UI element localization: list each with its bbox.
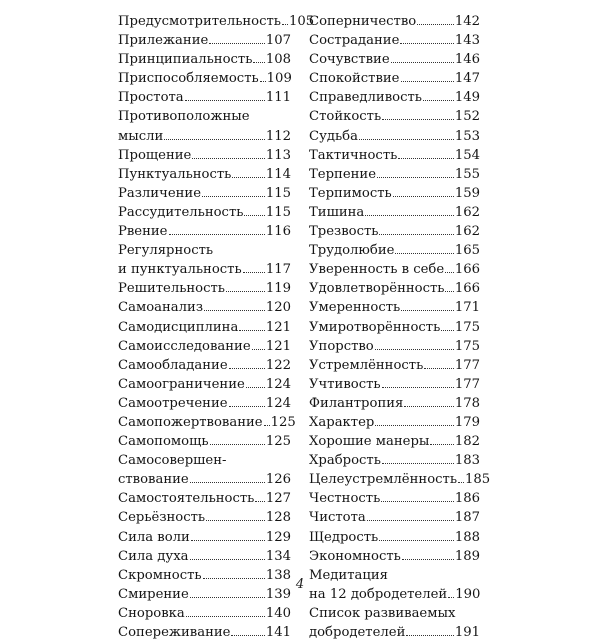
toc-entry-title-first-line: Список развиваемых bbox=[309, 605, 456, 621]
toc-entry-title: Щедрость bbox=[309, 529, 379, 545]
toc-entry-title: Пунктуальность bbox=[118, 166, 232, 182]
dot-leader bbox=[209, 34, 265, 44]
toc-entry-title: Трезвость bbox=[309, 224, 379, 240]
toc-entry bbox=[118, 203, 291, 222]
toc-entry bbox=[118, 337, 291, 356]
toc-entry-page: 109 bbox=[266, 71, 292, 87]
toc-entry-page: 182 bbox=[454, 434, 480, 450]
dot-leader bbox=[253, 53, 264, 63]
toc-entry-title: Терпение bbox=[309, 166, 377, 182]
toc-entry bbox=[118, 604, 291, 623]
toc-entry-title: Самообладание bbox=[118, 357, 228, 373]
toc-entry bbox=[309, 318, 480, 337]
toc-entry-page: 177 bbox=[454, 357, 480, 373]
toc-entry-title: Простота bbox=[118, 90, 184, 106]
toc-entry-title: Спокойствие bbox=[309, 71, 400, 87]
toc-entry-title-first-line: Противоположные bbox=[118, 109, 250, 125]
dot-leader bbox=[260, 72, 266, 82]
dot-leader bbox=[424, 359, 454, 369]
toc-entry bbox=[309, 107, 480, 126]
toc-entry bbox=[118, 451, 291, 489]
toc-entry-page: 112 bbox=[265, 128, 291, 144]
toc-entry-title: Решительность bbox=[118, 281, 225, 297]
dot-leader bbox=[458, 473, 464, 483]
toc-entry bbox=[118, 413, 296, 432]
toc-entry-title: Скромность bbox=[118, 567, 202, 583]
toc-entry-title: Сострадание bbox=[309, 33, 400, 49]
toc-entry bbox=[118, 432, 291, 451]
toc-entry-title: Судьба bbox=[309, 128, 358, 144]
toc-entry-title-first-line: Регулярность bbox=[118, 243, 214, 259]
dot-leader bbox=[379, 531, 454, 541]
toc-entry bbox=[309, 547, 480, 566]
toc-entry bbox=[118, 107, 291, 145]
toc-entry-title: Терпимость bbox=[309, 185, 392, 201]
dot-leader bbox=[445, 263, 454, 273]
toc-entry-title: Тактичность bbox=[309, 147, 398, 163]
toc-entry bbox=[309, 165, 480, 184]
toc-entry-title: Честность bbox=[309, 491, 381, 507]
toc-entry bbox=[118, 241, 291, 279]
toc-entry-title: Умеренность bbox=[309, 300, 401, 316]
toc-entry-title: ствование bbox=[118, 472, 189, 488]
toc-entry-title: на 12 добродетелей bbox=[309, 586, 448, 602]
toc-entry bbox=[309, 146, 480, 165]
toc-entry bbox=[309, 394, 480, 413]
toc-entry-page: 121 bbox=[265, 338, 291, 354]
toc-entry bbox=[309, 413, 480, 432]
toc-entry-title: Учтивость bbox=[309, 376, 381, 392]
dot-leader bbox=[379, 225, 453, 235]
toc-entry-title: Удовлетворённость bbox=[309, 281, 445, 297]
toc-entry-page: 149 bbox=[454, 90, 480, 106]
toc-entry-page: 128 bbox=[265, 510, 291, 526]
toc-entry-title: Принципиальность bbox=[118, 52, 253, 68]
dot-leader bbox=[190, 550, 265, 560]
toc-entry-title: мысли bbox=[118, 128, 164, 144]
toc-entry-title: Трудолюбие bbox=[309, 243, 395, 259]
toc-entry-title: Сноровка bbox=[118, 605, 185, 621]
toc-entry-page: 175 bbox=[454, 319, 480, 335]
toc-entry bbox=[118, 50, 291, 69]
toc-entry bbox=[309, 604, 480, 642]
toc-entry-page: 124 bbox=[265, 376, 291, 392]
toc-entry-title: Уверенность в себе bbox=[309, 262, 445, 278]
toc-entry-title: Хорошие манеры bbox=[309, 434, 430, 450]
toc-entry-title: Тишина bbox=[309, 204, 365, 220]
toc-entry-title: Самопожертвование bbox=[118, 414, 263, 430]
dot-leader bbox=[401, 72, 454, 82]
toc-entry-page: 122 bbox=[265, 357, 291, 373]
dot-leader bbox=[202, 187, 265, 197]
toc-entry-title-first-line: Медитация bbox=[309, 567, 388, 583]
toc-entry-title: Различение bbox=[118, 185, 202, 201]
page-number: 4 bbox=[295, 577, 305, 592]
toc-entry-page: 185 bbox=[465, 472, 491, 488]
toc-entry-page: 115 bbox=[265, 204, 291, 220]
dot-leader bbox=[406, 626, 453, 636]
toc-entry-title: Приспособляемость bbox=[118, 71, 259, 87]
toc-entry bbox=[118, 184, 291, 203]
toc-entry-page: 115 bbox=[265, 185, 291, 201]
toc-entry bbox=[309, 88, 480, 107]
dot-leader bbox=[239, 321, 265, 331]
dot-leader bbox=[404, 397, 453, 407]
toc-entry-page: 126 bbox=[265, 472, 291, 488]
toc-entry-page: 121 bbox=[265, 319, 291, 335]
toc-entry-title: Филантропия bbox=[309, 395, 404, 411]
toc-entry-page: 166 bbox=[454, 281, 480, 297]
dot-leader bbox=[264, 416, 270, 426]
toc-entry-title: Характер bbox=[309, 414, 375, 430]
toc-entry-page: 125 bbox=[265, 434, 291, 450]
toc-entry-title: Стойкость bbox=[309, 109, 382, 125]
dot-leader bbox=[382, 110, 454, 120]
toc-entry-page: 134 bbox=[265, 548, 291, 564]
toc-entry-page: 177 bbox=[454, 376, 480, 392]
toc-entry-page: 166 bbox=[454, 262, 480, 278]
toc-entry-page: 147 bbox=[454, 71, 480, 87]
dot-leader bbox=[246, 378, 265, 388]
toc-entry bbox=[309, 31, 480, 50]
toc-entry-page: 114 bbox=[265, 166, 291, 182]
toc-entry bbox=[118, 69, 291, 88]
dot-leader bbox=[375, 416, 453, 426]
toc-entry-page: 139 bbox=[265, 586, 291, 602]
toc-entry-page: 140 bbox=[265, 605, 291, 621]
toc-entry-title: Самоисследование bbox=[118, 338, 251, 354]
toc-entry bbox=[309, 356, 480, 375]
dot-leader bbox=[204, 301, 265, 311]
toc-entry bbox=[309, 222, 480, 241]
dot-leader bbox=[402, 550, 454, 560]
dot-leader bbox=[430, 435, 453, 445]
toc-entry-title: Сила воли bbox=[118, 529, 190, 545]
toc-entry bbox=[309, 470, 491, 489]
toc-entry-page: 171 bbox=[454, 300, 480, 316]
toc-entry-page: 162 bbox=[454, 224, 480, 240]
toc-entry bbox=[118, 298, 291, 317]
toc-entry-page: 183 bbox=[454, 453, 480, 469]
toc-entry-page: 120 bbox=[265, 300, 291, 316]
toc-entry bbox=[309, 337, 480, 356]
toc-entry-page: 153 bbox=[454, 128, 480, 144]
toc-entry bbox=[118, 12, 315, 31]
dot-leader bbox=[282, 15, 288, 25]
toc-entry bbox=[309, 432, 480, 451]
toc-entry-page: 116 bbox=[265, 224, 291, 240]
toc-entry-page: 154 bbox=[454, 147, 480, 163]
dot-leader bbox=[185, 91, 265, 101]
toc-entry-title: Самодисциплина bbox=[118, 319, 239, 335]
toc-entry-title: Самоанализ bbox=[118, 300, 204, 316]
toc-entry-title: Чистота bbox=[309, 510, 366, 526]
toc-entry-title: Прилежание bbox=[118, 33, 209, 49]
toc-entry-page: 162 bbox=[454, 204, 480, 220]
toc-entry-page: 124 bbox=[265, 395, 291, 411]
toc-entry-title: Прощение bbox=[118, 147, 192, 163]
toc-entry bbox=[118, 318, 291, 337]
toc-entry-title: добродетелей bbox=[309, 625, 406, 640]
dot-leader bbox=[393, 187, 454, 197]
toc-entry-page: 188 bbox=[454, 529, 480, 545]
toc-entry-page: 179 bbox=[454, 414, 480, 430]
dot-leader bbox=[169, 225, 265, 235]
toc-entry-title: и пунктуальность bbox=[118, 262, 242, 278]
toc-entry-page: 187 bbox=[454, 510, 480, 526]
dot-leader bbox=[243, 263, 265, 273]
dot-leader bbox=[367, 511, 454, 521]
toc-entry bbox=[118, 375, 291, 394]
toc-entry bbox=[118, 528, 291, 547]
dot-leader bbox=[400, 34, 453, 44]
dot-leader bbox=[395, 244, 453, 254]
toc-entry-page: 105 bbox=[288, 14, 315, 29]
toc-entry-page: 189 bbox=[454, 548, 480, 564]
toc-entry bbox=[118, 356, 291, 375]
dot-leader bbox=[231, 626, 264, 636]
toc-entry-page: 152 bbox=[454, 109, 480, 125]
toc-entry bbox=[118, 279, 291, 298]
dot-leader bbox=[191, 531, 265, 541]
toc-entry-title: Умиротворённость bbox=[309, 319, 441, 335]
dot-leader bbox=[417, 15, 454, 25]
toc-entry-title: Целеустремлённость bbox=[309, 472, 457, 488]
toc-entry-page: 119 bbox=[265, 281, 291, 297]
dot-leader bbox=[391, 53, 454, 63]
dot-leader bbox=[192, 149, 264, 159]
toc-entry-page: 113 bbox=[265, 147, 291, 163]
toc-entry bbox=[309, 241, 480, 260]
dot-leader bbox=[441, 321, 454, 331]
toc-entry bbox=[309, 184, 480, 203]
toc-entry-title: Самоотречение bbox=[118, 395, 228, 411]
toc-entry-page: 117 bbox=[265, 262, 291, 278]
dot-leader bbox=[365, 206, 454, 216]
toc-column-left bbox=[118, 12, 315, 642]
toc-entry-title: Сочувствие bbox=[309, 52, 390, 68]
dot-leader bbox=[164, 130, 265, 140]
toc-entry-title: Самоограничение bbox=[118, 376, 245, 392]
toc-entry-page: 186 bbox=[454, 491, 480, 507]
toc-entry-title: Храбрость bbox=[309, 453, 381, 469]
toc-entry bbox=[118, 489, 291, 508]
toc-entry bbox=[309, 260, 480, 279]
dot-leader bbox=[423, 91, 454, 101]
dot-leader bbox=[255, 492, 264, 502]
toc-entry-page: 159 bbox=[454, 185, 480, 201]
toc-entry-page: 165 bbox=[454, 243, 480, 259]
toc-entry bbox=[118, 165, 291, 184]
toc-entry bbox=[309, 127, 480, 146]
toc-entry bbox=[309, 279, 480, 298]
toc-entry-page: 146 bbox=[454, 52, 480, 68]
toc-entry bbox=[118, 508, 291, 527]
toc-entry-title: Упорство bbox=[309, 338, 374, 354]
toc-entry-page: 175 bbox=[454, 338, 480, 354]
toc-entry bbox=[118, 394, 291, 413]
toc-entry bbox=[309, 489, 480, 508]
toc-entry-page: 191 bbox=[454, 625, 480, 640]
dot-leader bbox=[206, 511, 265, 521]
toc-entry-page: 178 bbox=[454, 395, 480, 411]
dot-leader bbox=[382, 454, 454, 464]
toc-entry-title: Сопереживание bbox=[118, 625, 231, 640]
dot-leader bbox=[226, 282, 265, 292]
toc-entry-title: Самостоятельность bbox=[118, 491, 255, 507]
toc-entry-page: 108 bbox=[265, 52, 291, 68]
toc-entry-title: Рассудительность bbox=[118, 204, 244, 220]
toc-entry bbox=[118, 547, 291, 566]
toc-entry-title: Справедливость bbox=[309, 90, 422, 106]
toc-entry bbox=[309, 508, 480, 527]
toc-entry-page: 125 bbox=[270, 414, 296, 430]
dot-leader bbox=[229, 397, 265, 407]
toc-entry-page: 111 bbox=[265, 90, 291, 106]
toc-entry-page: 142 bbox=[454, 14, 480, 29]
dot-leader bbox=[210, 435, 265, 445]
dot-leader bbox=[382, 378, 454, 388]
toc-entry-title: Предусмотрительность bbox=[118, 14, 281, 29]
toc-entry-page: 190 bbox=[455, 586, 481, 602]
toc-entry bbox=[118, 88, 291, 107]
toc-entry-title-first-line: Самосовершен- bbox=[118, 453, 227, 469]
dot-leader bbox=[252, 340, 265, 350]
toc-entry bbox=[309, 528, 480, 547]
dot-leader bbox=[377, 168, 454, 178]
toc-entry-page: 141 bbox=[265, 625, 291, 640]
toc-column-right bbox=[309, 12, 491, 642]
dot-leader bbox=[232, 168, 264, 178]
toc-entry bbox=[309, 298, 480, 317]
toc-entry-title: Самопомощь bbox=[118, 434, 209, 450]
toc-entry-title: Сила духа bbox=[118, 548, 189, 564]
dot-leader bbox=[229, 359, 265, 369]
dot-leader bbox=[401, 301, 454, 311]
toc-entry-page: 155 bbox=[454, 166, 480, 182]
toc-entry-page: 143 bbox=[454, 33, 480, 49]
toc-entry bbox=[118, 623, 291, 642]
toc-entry bbox=[309, 375, 480, 394]
dot-leader bbox=[244, 206, 264, 216]
toc-entry-title: Рвение bbox=[118, 224, 168, 240]
dot-leader bbox=[375, 340, 454, 350]
toc-entry bbox=[309, 12, 480, 31]
toc-entry-title: Соперничество bbox=[309, 14, 417, 29]
toc-entry bbox=[309, 69, 480, 88]
toc-entry-title: Экономность bbox=[309, 548, 401, 564]
toc-entry-title: Серьёзность bbox=[118, 510, 206, 526]
dot-leader bbox=[186, 607, 265, 617]
toc-entry-title: Смирение bbox=[118, 586, 189, 602]
toc-entry bbox=[118, 31, 291, 50]
toc-entry-title: Устремлённость bbox=[309, 357, 424, 373]
toc-entry-page: 107 bbox=[265, 33, 291, 49]
toc-entry bbox=[118, 146, 291, 165]
toc-entry bbox=[118, 222, 291, 241]
toc-entry bbox=[309, 451, 480, 470]
dot-leader bbox=[190, 473, 265, 483]
dot-leader bbox=[381, 492, 454, 502]
toc-entry bbox=[309, 50, 480, 69]
toc-entry-page: 138 bbox=[265, 567, 291, 583]
dot-leader bbox=[445, 282, 453, 292]
toc-entry-page: 127 bbox=[265, 491, 291, 507]
dot-leader bbox=[359, 130, 454, 140]
dot-leader bbox=[398, 149, 454, 159]
toc-entry bbox=[309, 203, 480, 222]
toc-entry-page: 129 bbox=[265, 529, 291, 545]
